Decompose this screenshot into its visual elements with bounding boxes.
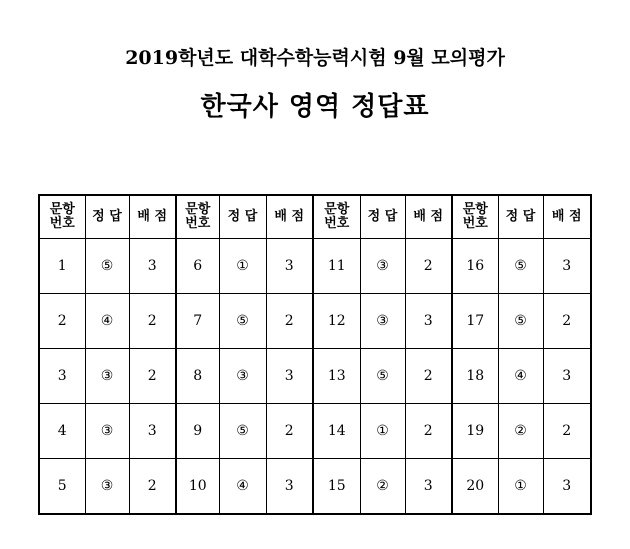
- question-number: 10: [176, 459, 219, 515]
- question-number: 20: [452, 459, 498, 515]
- answer-cell: ⑤: [219, 294, 266, 349]
- header-question-number: 문항 번호: [39, 195, 85, 239]
- score-cell: 2: [129, 294, 176, 349]
- question-number: 17: [452, 294, 498, 349]
- header-score: 배 점: [543, 195, 591, 239]
- answer-cell: ④: [219, 459, 266, 515]
- answer-cell: ⑤: [219, 404, 266, 459]
- question-number: 1: [39, 239, 85, 294]
- score-cell: 2: [405, 349, 452, 404]
- score-cell: 3: [543, 349, 591, 404]
- score-cell: 2: [543, 404, 591, 459]
- header-score: 배 점: [405, 195, 452, 239]
- answer-cell: ①: [219, 239, 266, 294]
- question-number: 11: [313, 239, 360, 294]
- answer-cell: ③: [219, 349, 266, 404]
- table-row: [39, 404, 591, 459]
- question-number: 3: [39, 349, 85, 404]
- question-number: 6: [176, 239, 219, 294]
- answer-cell: ②: [498, 404, 543, 459]
- score-cell: 2: [266, 294, 313, 349]
- question-number: 13: [313, 349, 360, 404]
- score-cell: 3: [543, 239, 591, 294]
- score-cell: 3: [405, 294, 452, 349]
- score-cell: 3: [266, 349, 313, 404]
- header-answer: 정 답: [498, 195, 543, 239]
- score-cell: 3: [129, 404, 176, 459]
- header-score: 배 점: [129, 195, 176, 239]
- header-row: [39, 195, 591, 239]
- header-answer: 정 답: [219, 195, 266, 239]
- question-number: 9: [176, 404, 219, 459]
- header-question-number: 문항 번호: [176, 195, 219, 239]
- question-number: 18: [452, 349, 498, 404]
- score-cell: 2: [129, 349, 176, 404]
- answer-cell: ⑤: [498, 239, 543, 294]
- exam-title: 2019학년도 대학수학능력시험 9월 모의평가: [125, 47, 505, 69]
- score-cell: 2: [266, 404, 313, 459]
- answer-cell: ①: [360, 404, 405, 459]
- score-cell: 3: [405, 459, 452, 515]
- question-number: 4: [39, 404, 85, 459]
- question-number: 8: [176, 349, 219, 404]
- question-number: 5: [39, 459, 85, 515]
- answer-cell: ③: [85, 349, 129, 404]
- header-answer: 정 답: [360, 195, 405, 239]
- answer-cell: ④: [85, 294, 129, 349]
- table-row: [39, 459, 591, 515]
- answer-cell: ①: [498, 459, 543, 515]
- score-cell: 3: [266, 459, 313, 515]
- answer-table: [38, 194, 592, 515]
- answer-cell: ⑤: [498, 294, 543, 349]
- score-cell: 2: [543, 294, 591, 349]
- table-row: [39, 294, 591, 349]
- score-cell: 2: [129, 459, 176, 515]
- answer-body: [39, 239, 591, 515]
- header-question-number: 문항 번호: [313, 195, 360, 239]
- score-cell: 3: [543, 459, 591, 515]
- answer-cell: ③: [85, 459, 129, 515]
- answer-cell: ②: [360, 459, 405, 515]
- answer-cell: ③: [85, 404, 129, 459]
- score-cell: 3: [266, 239, 313, 294]
- answer-cell: ⑤: [360, 349, 405, 404]
- question-number: 12: [313, 294, 360, 349]
- table-row: [39, 349, 591, 404]
- answer-cell: ③: [360, 239, 405, 294]
- score-cell: 3: [129, 239, 176, 294]
- header-question-number: 문항 번호: [452, 195, 498, 239]
- question-number: 2: [39, 294, 85, 349]
- question-number: 15: [313, 459, 360, 515]
- question-number: 19: [452, 404, 498, 459]
- header-answer: 정 답: [85, 195, 129, 239]
- question-number: 16: [452, 239, 498, 294]
- score-cell: 2: [405, 404, 452, 459]
- score-cell: 2: [405, 239, 452, 294]
- subject-title: 한국사 영역 정답표: [200, 92, 430, 122]
- table-row: [39, 239, 591, 294]
- answer-cell: ④: [498, 349, 543, 404]
- header-score: 배 점: [266, 195, 313, 239]
- answer-cell: ③: [360, 294, 405, 349]
- question-number: 7: [176, 294, 219, 349]
- answer-cell: ⑤: [85, 239, 129, 294]
- question-number: 14: [313, 404, 360, 459]
